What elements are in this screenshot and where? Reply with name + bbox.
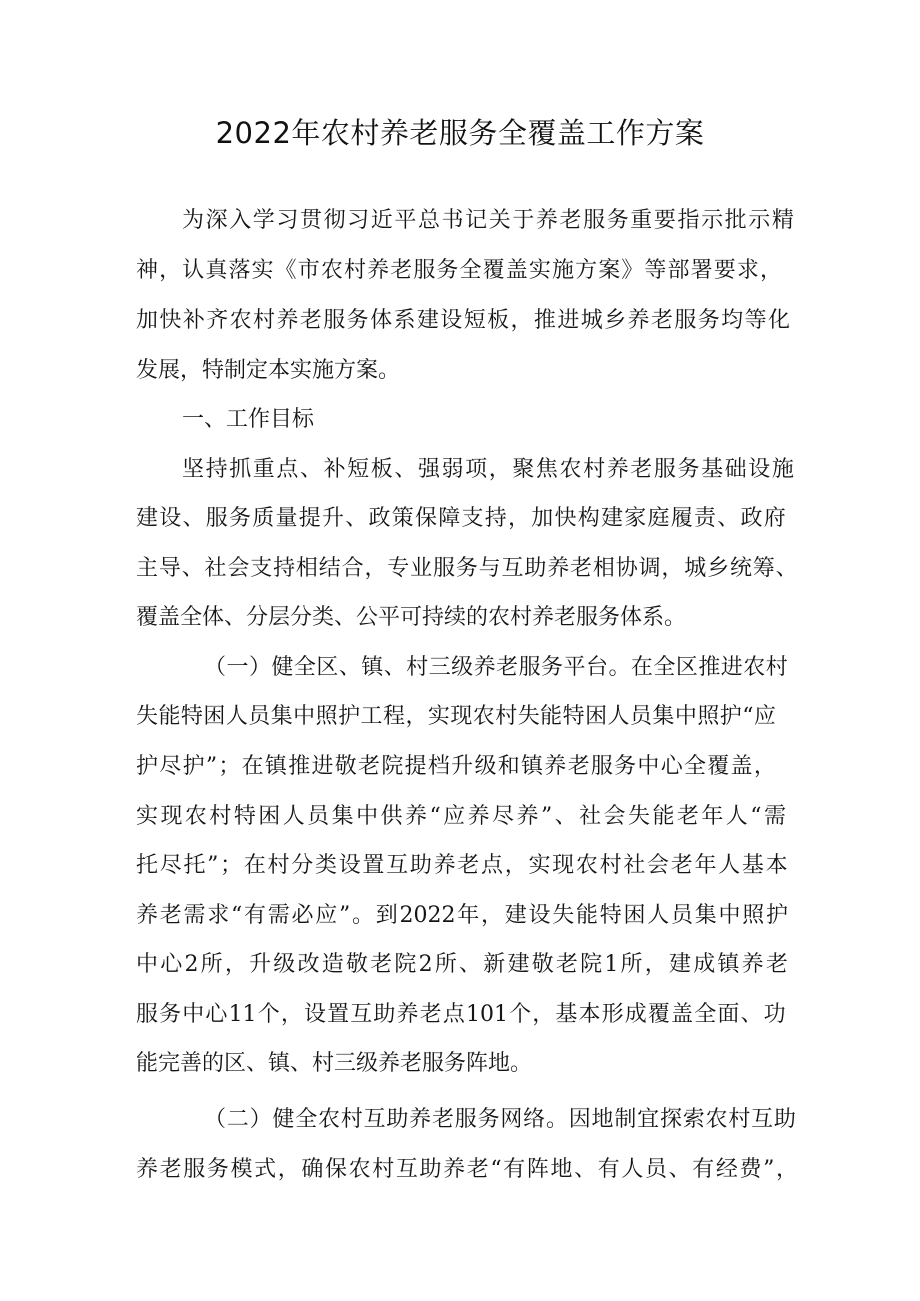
text-line: 服 务 中 心 11 个 ， 设 置 互 助 养 老 点 101 个 ， 基 本 形 成 覆 盖 全 面 、 功 bbox=[136, 1002, 786, 1027]
text-line: 托 尽 托 ” ； 在 村 分 类 设 置 互 助 养 老 点 ， 实 现 农 村 社 会 老 年 人 基 本 bbox=[136, 853, 788, 878]
text-line: 为 深 入 学 习 贯 彻 习 近 平 总 书 记 关 于 养 老 服 务 重 要 指 示 批 示 精 bbox=[182, 208, 794, 233]
text-line: 主 导 、 社 会 支 持 相 结 合 ， 专 业 服 务 与 互 助 养 老 相 协 调 ， 城 乡 统 筹 、 bbox=[136, 556, 798, 581]
text-line: 覆盖全体、分层分类、公平可持续的农村养老服务体系。 bbox=[136, 605, 687, 630]
document-title: 2022年农村养老服务全覆盖工作方案 bbox=[215, 116, 705, 150]
text-line: 养 老 服 务 模 式 ， 确 保 农 村 互 助 养 老 “ 有 阵 地 、 有 人 员 、 有 经 费 ” ， bbox=[136, 1157, 798, 1182]
text-line: 加 快 补 齐 农 村 养 老 服 务 体 系 建 设 短 板 ， 推 进 城 乡 养 老 服 务 均 等 化 bbox=[136, 308, 790, 333]
text-line: 失 能 特 困 人 员 集 中 照 护 工 程 ， 实 现 农 村 失 能 特 困 人 员 集 中 照 护 “ 应 bbox=[136, 704, 776, 729]
text-line: 能完善的区、镇、村三级养老服务阵地。 bbox=[136, 1051, 533, 1076]
text-line: （ 一 ） 健 全 区 、 镇 、 村 三 级 养 老 服 务 平 台 。 在 全 区 推 进 农 村 bbox=[204, 655, 788, 680]
text-line: 中 心 2 所 ， 升 级 改 造 敬 老 院 2 所 、 新 建 敬 老 院 1 所 ， 建 成 镇 养 老 bbox=[136, 952, 788, 977]
text-line: 神 ， 认 真 落 实 《 市 农 村 养 老 服 务 全 覆 盖 实 施 方 案 》 等 部 署 要 求 ， bbox=[136, 258, 782, 283]
text-line: 建 设 、 服 务 质 量 提 升 、 政 策 保 障 支 持 ， 加 快 构 建 家 庭 履 责 、 政 府 bbox=[136, 506, 786, 531]
text-line: 发展，特制定本实施方案。 bbox=[136, 358, 401, 383]
section-heading: 一、工作目标 bbox=[182, 407, 315, 432]
text-line: 坚 持 抓 重 点 、 补 短 板 、 强 弱 项 ， 聚 焦 农 村 养 老 服 务 基 础 设 施 bbox=[182, 457, 794, 482]
text-line: 养 老 需 求 “ 有 需 必 应 ” 。 到 2022 年 ， 建 设 失 能 特 困 人 员 集 中 照 护 bbox=[136, 903, 788, 928]
text-line: （ 二 ） 健 全 农 村 互 助 养 老 服 务 网 络 。 因 地 制 宜 探 索 农 村 互 助 bbox=[204, 1107, 796, 1132]
text-line: 实 现 农 村 特 困 人 员 集 中 供 养 “ 应 养 尽 养 ” 、 社 会 失 能 老 年 人 “ 需 bbox=[136, 804, 786, 829]
text-line: 护 尽 护 ” ； 在 镇 推 进 敬 老 院 提 档 升 级 和 镇 养 老 服 务 中 心 全 覆 盖 ， bbox=[136, 754, 776, 779]
